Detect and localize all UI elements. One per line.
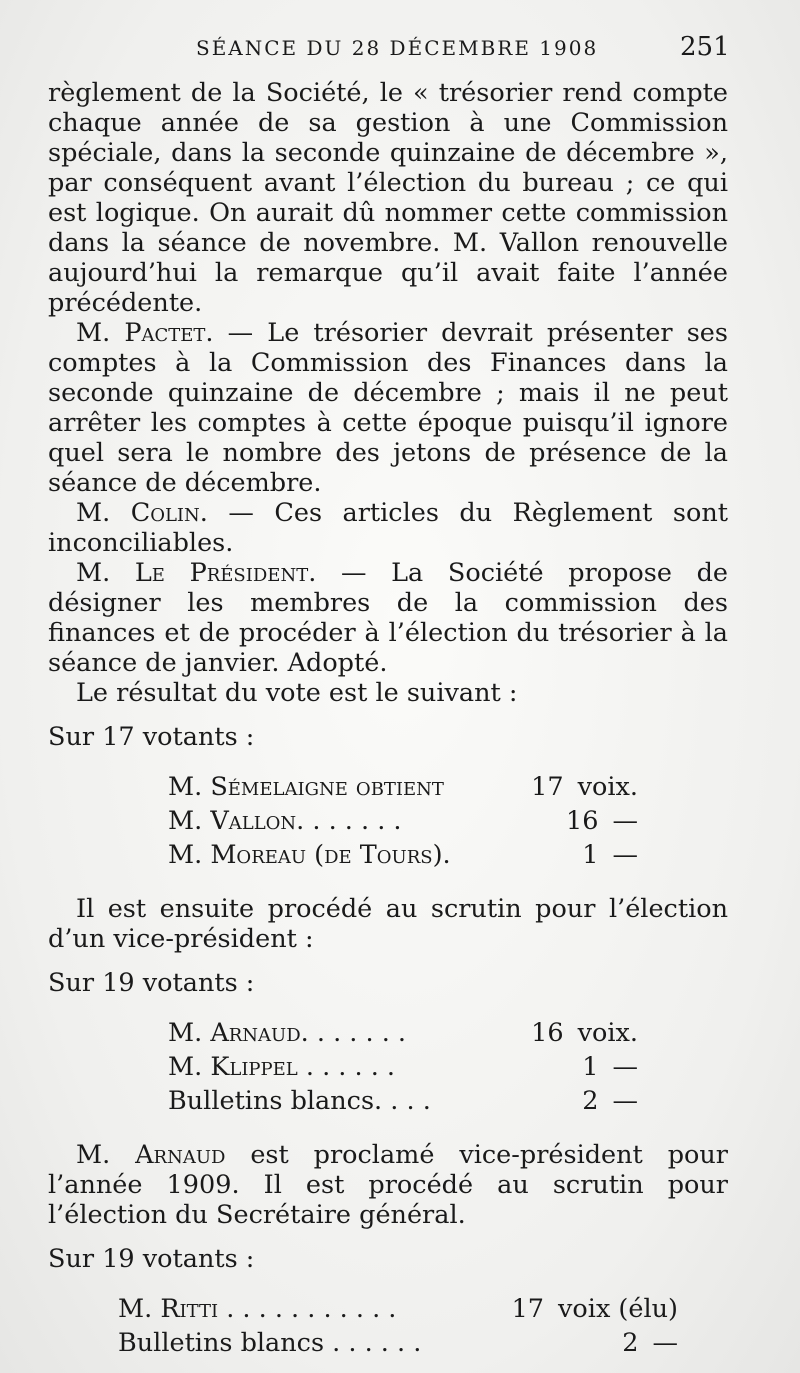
page-body [48, 78, 728, 1362]
vote-row [118, 1294, 678, 1328]
vote-row [168, 840, 638, 874]
speech-text: est proclamé vice-président pour l’année 1909. Il est procédé au scrutin pour l’élection du Secrétaire général. [48, 1140, 728, 1230]
vote-intro: Sur 19 votants : [48, 1244, 255, 1274]
candidate-name: Bulletins blancs . . . . . . [118, 1328, 422, 1358]
paragraph [48, 498, 728, 558]
candidate-name: M. Klippel . . . . . . [168, 1052, 396, 1082]
candidate-name: M. Sémelaigne obtient [168, 772, 444, 802]
vote-count: 2 [582, 1086, 599, 1116]
paragraph [48, 1140, 728, 1230]
speaker-name: M. Pactet. [76, 318, 214, 348]
vote-row [118, 1328, 678, 1362]
speaker-name: M. Le Président. [76, 558, 317, 588]
paragraph: Le résultat du vote est le suivant : [76, 678, 518, 708]
vote-tally-treasurer [168, 772, 638, 874]
spacer [48, 954, 728, 968]
vote-tally-secretary [118, 1294, 678, 1362]
vote-tally-vice-president [168, 1018, 638, 1120]
spacer [48, 874, 728, 894]
vote-unit: — [612, 840, 638, 870]
running-header [0, 30, 800, 70]
candidate-name: Bulletins blancs. . . . [168, 1086, 431, 1116]
page-number: 251 [680, 32, 730, 62]
spacer [48, 708, 728, 722]
vote-unit: voix (élu) [558, 1294, 678, 1324]
vote-intro: Sur 19 votants : [48, 968, 255, 998]
candidate-name: M. Ritti . . . . . . . . . . . [118, 1294, 397, 1324]
spacer [48, 1120, 728, 1140]
running-title: SÉANCE DU 28 DÉCEMBRE 1908 [196, 36, 599, 60]
vote-row [168, 1086, 638, 1120]
speaker-name: M. Colin. [76, 498, 208, 528]
vote-unit: — [612, 806, 638, 836]
speech-text: — La Société propose de désigner les membres de la commission des finances et de procéder à l’élection du trésorier à la séance de janvier. Adopté. [48, 558, 728, 678]
speaker-name: M. Arnaud [76, 1140, 226, 1170]
vote-row [168, 1018, 638, 1052]
speech-text: — Ces articles du Règlement sont inconciliables. [48, 498, 729, 558]
spacer [48, 1230, 728, 1244]
vote-row [168, 1052, 638, 1086]
candidate-name: M. Moreau (de Tours). [168, 840, 451, 870]
paragraph [48, 558, 728, 678]
vote-row [168, 806, 638, 840]
paragraph: Il est ensuite procédé au scrutin pour l’élection d’un vice-président : [48, 894, 728, 954]
vote-count: 16 [566, 806, 599, 836]
speech-text: — Le trésorier devrait présenter ses comptes à la Commission des Finances dans la seconde quinzaine de décembre ; mais il ne peut arrêter les comptes à cette époque puisqu’il ignore quel sera le nombre des jetons de présence de la séance de décembre. [48, 318, 728, 498]
spacer [48, 752, 728, 772]
vote-count: 1 [582, 1052, 599, 1082]
vote-count: 17 [531, 772, 564, 802]
vote-count: 2 [622, 1328, 639, 1358]
candidate-name: M. Arnaud. . . . . . . [168, 1018, 407, 1048]
vote-count: 17 [511, 1294, 545, 1324]
vote-unit: voix. [577, 1018, 638, 1048]
spacer [48, 998, 728, 1018]
spacer [48, 1274, 728, 1294]
vote-unit: — [652, 1328, 678, 1358]
paragraph [48, 318, 728, 498]
candidate-name: M. Vallon. . . . . . . [168, 806, 402, 836]
vote-row [168, 772, 638, 806]
vote-unit: — [612, 1052, 638, 1082]
vote-unit: — [612, 1086, 638, 1116]
paragraph: règlement de la Société, le « trésorier rend compte chaque année de sa gestion à une Commission spéciale, dans la seconde quinzaine de décembre », par conséquent avant l’élection du bureau ; ce qui est logique. On aurait dû nommer cette commission dans la séance de novembre. M. Vallon renouvelle aujourd’hui la remarque qu’il avait faite l’année précédente. [48, 78, 728, 318]
vote-intro: Sur 17 votants : [48, 722, 255, 752]
vote-count: 16 [531, 1018, 564, 1048]
vote-count: 1 [582, 840, 599, 870]
vote-unit: voix. [577, 772, 638, 802]
